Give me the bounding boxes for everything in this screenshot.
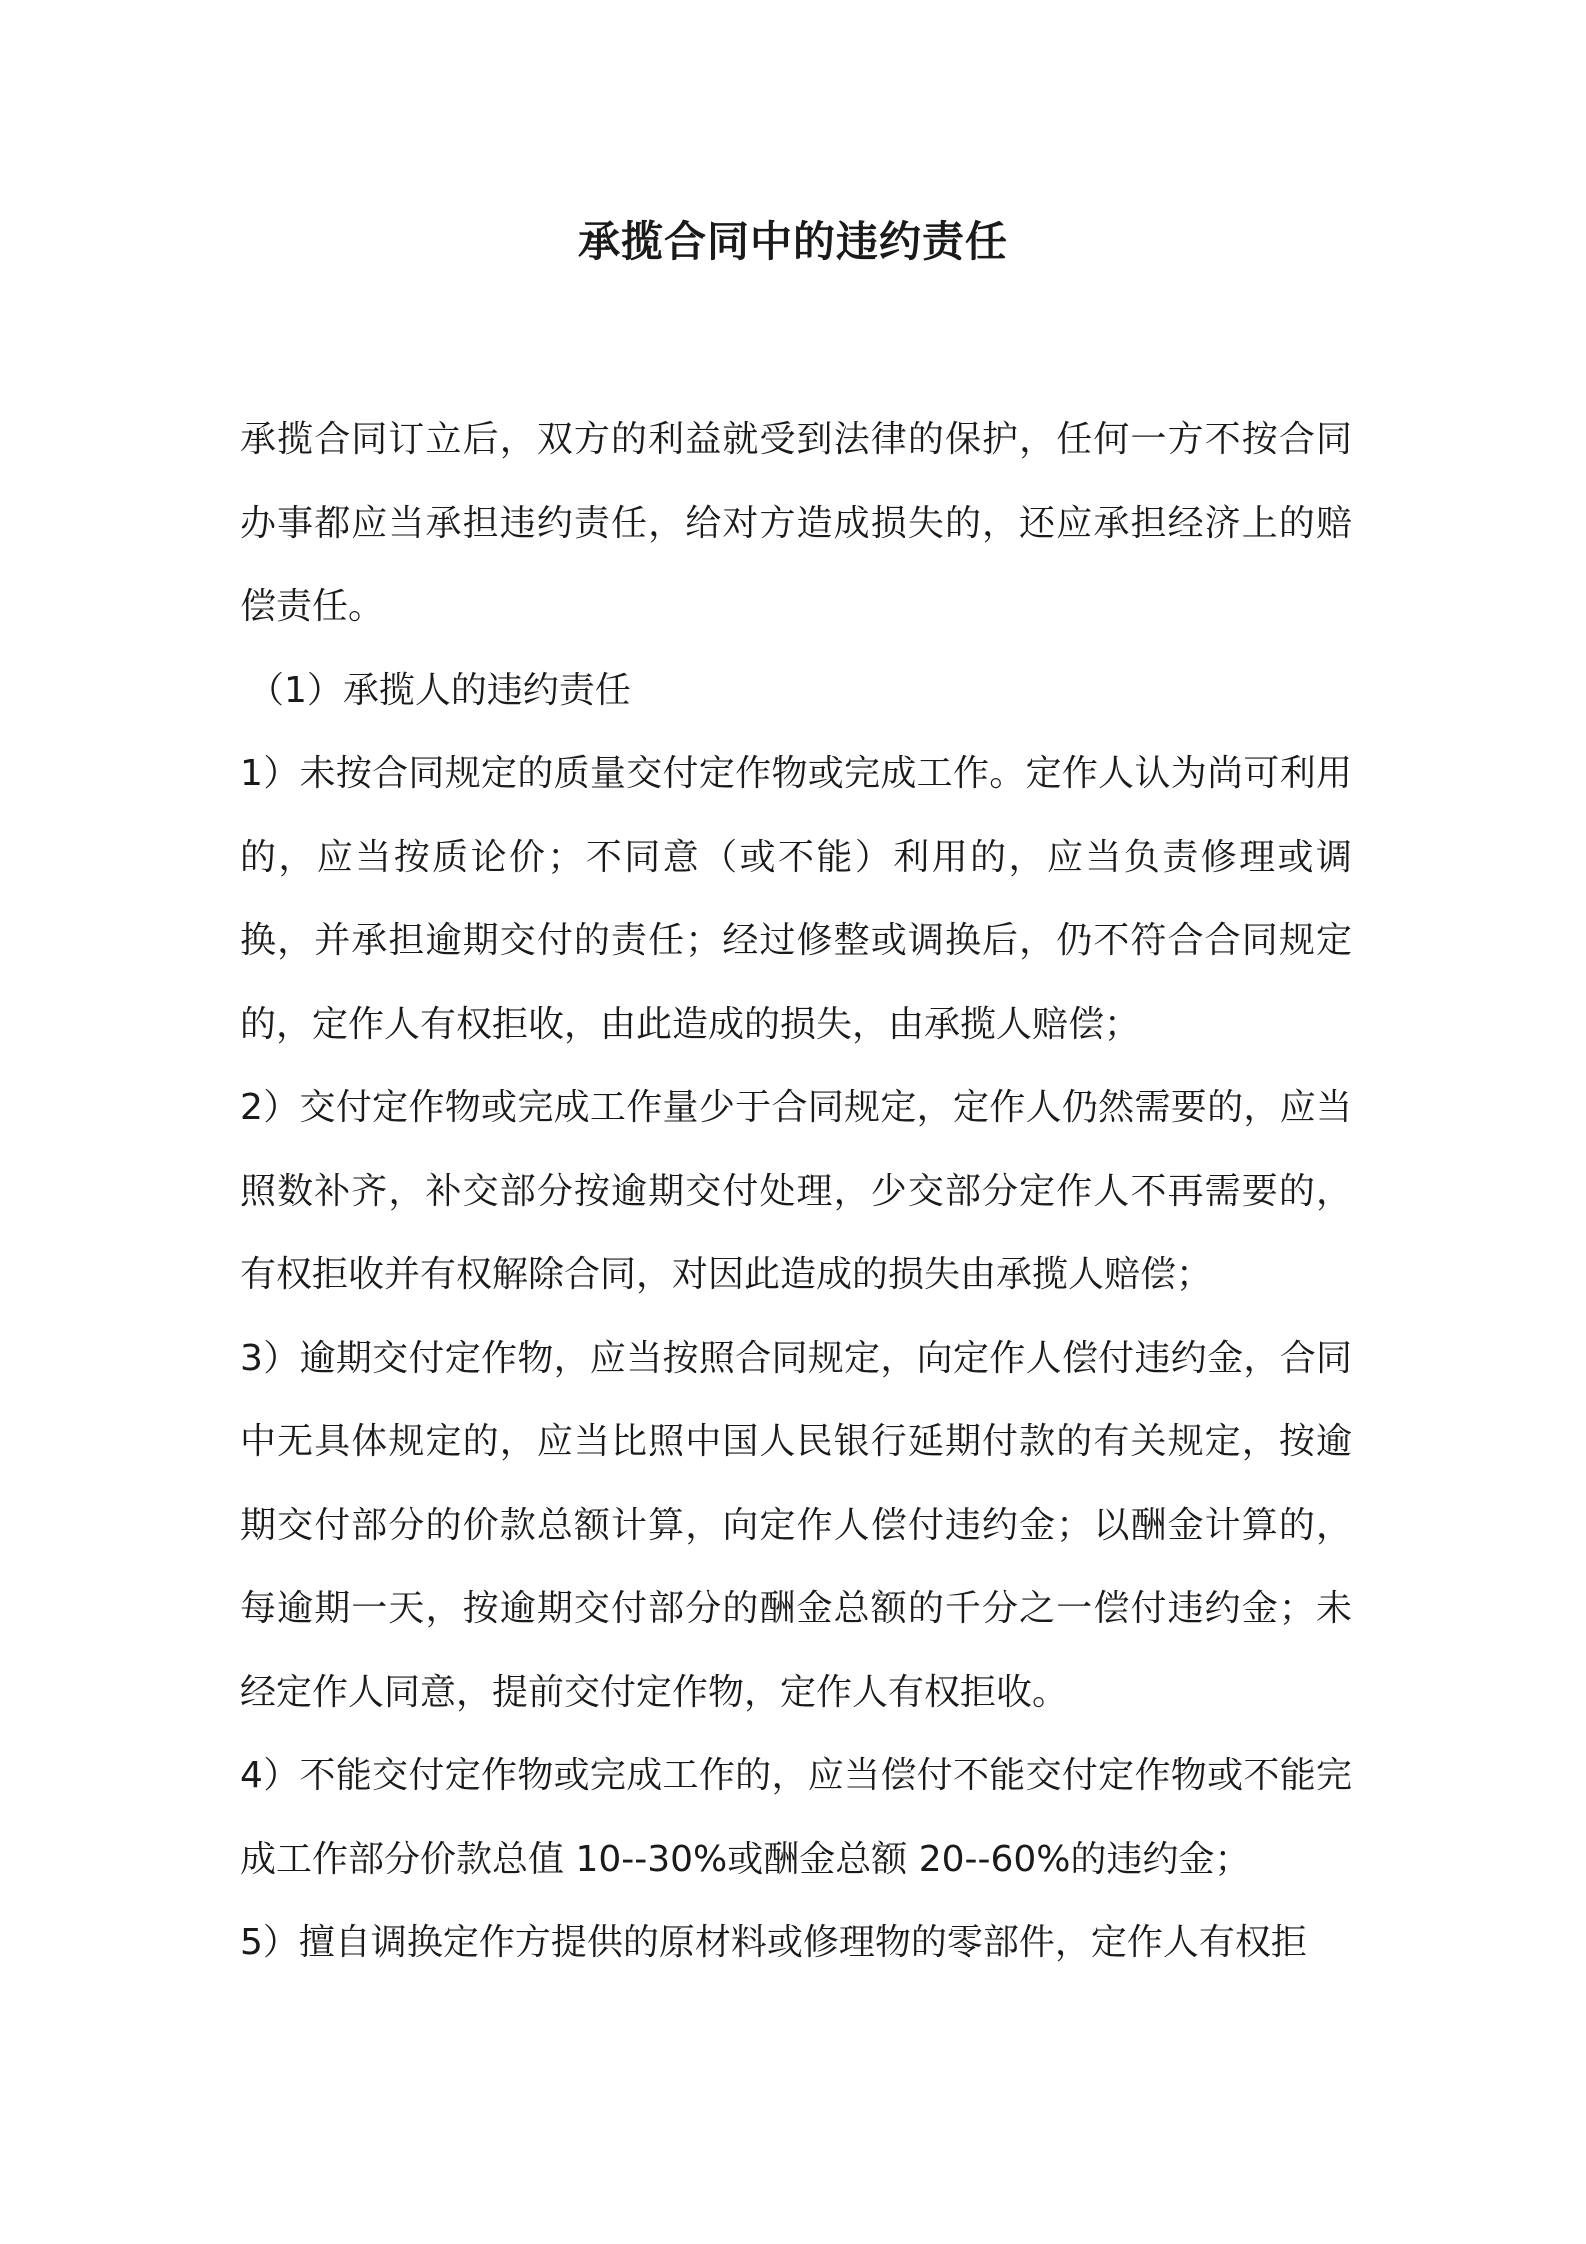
- clause-4-paragraph: 4）不能交付定作物或完成工作的，应当偿付不能交付定作物或不能完成工作部分价款总值 10--30%或酬金总额 20--60%的违约金；: [240, 1755, 1352, 1880]
- clause-2-paragraph: 2）交付定作物或完成工作量少于合同规定，定作人仍然需要的，应当照数补齐，补交部分按逾期交付处理，少交部分定作人不再需要的，有权拒收并有权解除合同，对因此造成的损失由承揽人赔偿；: [240, 1087, 1352, 1295]
- clause-3-paragraph: 3）逾期交付定作物，应当按照合同规定，向定作人偿付违约金，合同中无具体规定的，应当比照中国人民银行延期付款的有关规定，按逾期交付部分的价款总额计算，向定作人偿付违约金；以酬金计算的，每逾期一天，按逾期交付部分的酬金总额的千分之一偿付违约金；未经定作人同意，提前交付定作物，定作人有权拒收。: [240, 1337, 1352, 1713]
- document-body: [240, 398, 1352, 1985]
- document-title: 承揽合同中的违约责任: [577, 217, 1008, 266]
- clause-1-paragraph: 1）未按合同规定的质量交付定作物或完成工作。定作人认为尚可利用的，应当按质论价；不同意（或不能）利用的，应当负责修理或调换，并承担逾期交付的责任；经过修整或调换后，仍不符合合同规定的，定作人有权拒收，由此造成的损失，由承揽人赔偿；: [240, 753, 1352, 1045]
- section-heading-contractor-liability: （1）承揽人的违约责任: [248, 669, 631, 711]
- intro-paragraph: 承揽合同订立后，双方的利益就受到法律的保护，任何一方不按合同办事都应当承担违约责任，给对方造成损失的，还应承担经济上的赔偿责任。: [240, 419, 1352, 627]
- clause-5-paragraph: 5）擅自调换定作方提供的原材料或修理物的零部件，定作人有权拒: [240, 1922, 1307, 1963]
